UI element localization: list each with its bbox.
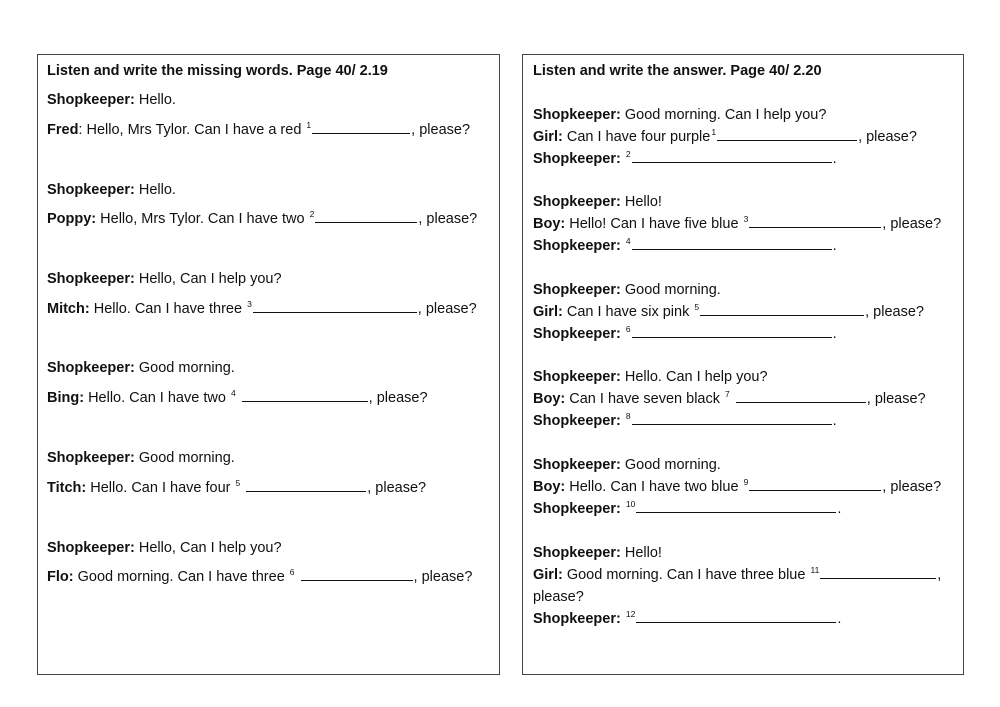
dialogue-line: Shopkeeper: Good morning.	[47, 450, 235, 466]
dialogue-line: Shopkeeper: Good morning.	[47, 360, 235, 376]
blank-number: 5	[235, 478, 241, 488]
dialogue-line: Shopkeeper: $^{10}$ .	[533, 499, 842, 517]
answer-blank[interactable]	[736, 390, 866, 403]
blank-number: 3	[247, 299, 252, 309]
answer-blank[interactable]	[700, 303, 864, 316]
dialogue-line: Shopkeeper: $^8$ .	[533, 411, 837, 429]
blank-number: 4	[230, 388, 236, 398]
blank-number: 2	[309, 209, 315, 219]
blank-number: 12	[625, 609, 636, 619]
dialogue-line: Shopkeeper: Good morning.	[533, 457, 721, 473]
blank-number: 1	[306, 120, 312, 130]
dialogue-line: please?	[533, 589, 584, 605]
answer-blank[interactable]	[820, 566, 936, 579]
dialogue-line: Shopkeeper: Hello.	[47, 92, 176, 108]
dialogue-line: Shopkeeper: Hello. Can I help you?	[533, 369, 768, 385]
dialogue-line: Boy: Hello! Can I have five blue $^3$ , please?	[533, 214, 942, 232]
right-panel-title: Listen and write the answer. Page 40/ 2.20	[533, 63, 822, 79]
answer-blank[interactable]	[636, 610, 836, 623]
answer-blank[interactable]	[312, 121, 410, 134]
left-worksheet-panel	[37, 54, 500, 675]
dialogue-line: Shopkeeper: $^6$ .	[533, 324, 837, 342]
answer-blank[interactable]	[749, 215, 881, 228]
dialogue-line: Poppy: Hello, Mrs Tylor. Can I have two $^2$ , please?	[47, 209, 478, 227]
dialogue-line: Fred: Hello, Mrs Tylor. Can I have a red $^1$ , please?	[47, 120, 471, 138]
answer-blank[interactable]	[301, 568, 413, 581]
dialogue-line: Girl: Can I have six pink $^5$ , please?	[533, 302, 924, 320]
answer-blank[interactable]	[253, 300, 417, 313]
dialogue-line: Shopkeeper: Hello.	[47, 182, 176, 198]
dialogue-line: Girl: Good morning. Can I have three blue $^{11}$ ,	[533, 565, 942, 583]
answer-blank[interactable]	[242, 389, 368, 402]
dialogue-line: Bing: Hello. Can I have two $^4$ , please?	[47, 388, 428, 406]
dialogue-line: Shopkeeper: $^2$ .	[533, 149, 837, 167]
dialogue-line: Girl: Can I have four purple$^1$ , please?	[533, 127, 917, 145]
blank-number: 3	[743, 214, 749, 224]
answer-blank[interactable]	[632, 412, 832, 425]
dialogue-line: Shopkeeper: Good morning.	[533, 282, 721, 298]
right-worksheet-panel	[522, 54, 964, 675]
answer-blank[interactable]	[632, 150, 832, 163]
blank-number: 7	[725, 389, 730, 399]
blank-number: 11	[810, 565, 820, 575]
dialogue-line: Shopkeeper: Good morning. Can I help you?	[533, 107, 827, 123]
dialogue-line: Shopkeeper: Hello, Can I help you?	[47, 271, 282, 287]
blank-number: 5	[694, 302, 700, 312]
blank-number: 6	[289, 567, 295, 577]
answer-blank[interactable]	[315, 210, 417, 223]
dialogue-line: Mitch: Hello. Can I have three $^3$ , please?	[47, 299, 477, 317]
answer-blank[interactable]	[632, 325, 832, 338]
blank-number: 8	[625, 411, 631, 421]
dialogue-line: Shopkeeper: $^4$ .	[533, 236, 837, 254]
answer-blank[interactable]	[246, 479, 366, 492]
blank-number: 4	[625, 236, 631, 246]
blank-number: 6	[625, 324, 631, 334]
answer-blank[interactable]	[636, 500, 836, 513]
blank-number: 9	[743, 477, 749, 487]
blank-number: 10	[625, 499, 636, 509]
dialogue-line: Boy: Can I have seven black $^7$ , please?	[533, 389, 926, 407]
answer-blank[interactable]	[632, 237, 832, 250]
dialogue-line: Flo: Good morning. Can I have three $^6$ , please?	[47, 567, 473, 585]
dialogue-line: Shopkeeper: $^{12}$ .	[533, 609, 842, 627]
dialogue-line: Titch: Hello. Can I have four $^5$ , please?	[47, 478, 427, 496]
blank-number: 1	[711, 127, 717, 137]
answer-blank[interactable]	[749, 478, 881, 491]
dialogue-line: Shopkeeper: Hello, Can I help you?	[47, 540, 282, 556]
dialogue-line: Shopkeeper: Hello!	[533, 194, 662, 210]
blank-number: 2	[625, 149, 631, 159]
answer-blank[interactable]	[717, 128, 857, 141]
dialogue-line: Boy: Hello. Can I have two blue $^9$ , please?	[533, 477, 942, 495]
dialogue-line: Shopkeeper: Hello!	[533, 545, 662, 561]
left-panel-title: Listen and write the missing words. Page 40/ 2.19	[47, 63, 388, 79]
